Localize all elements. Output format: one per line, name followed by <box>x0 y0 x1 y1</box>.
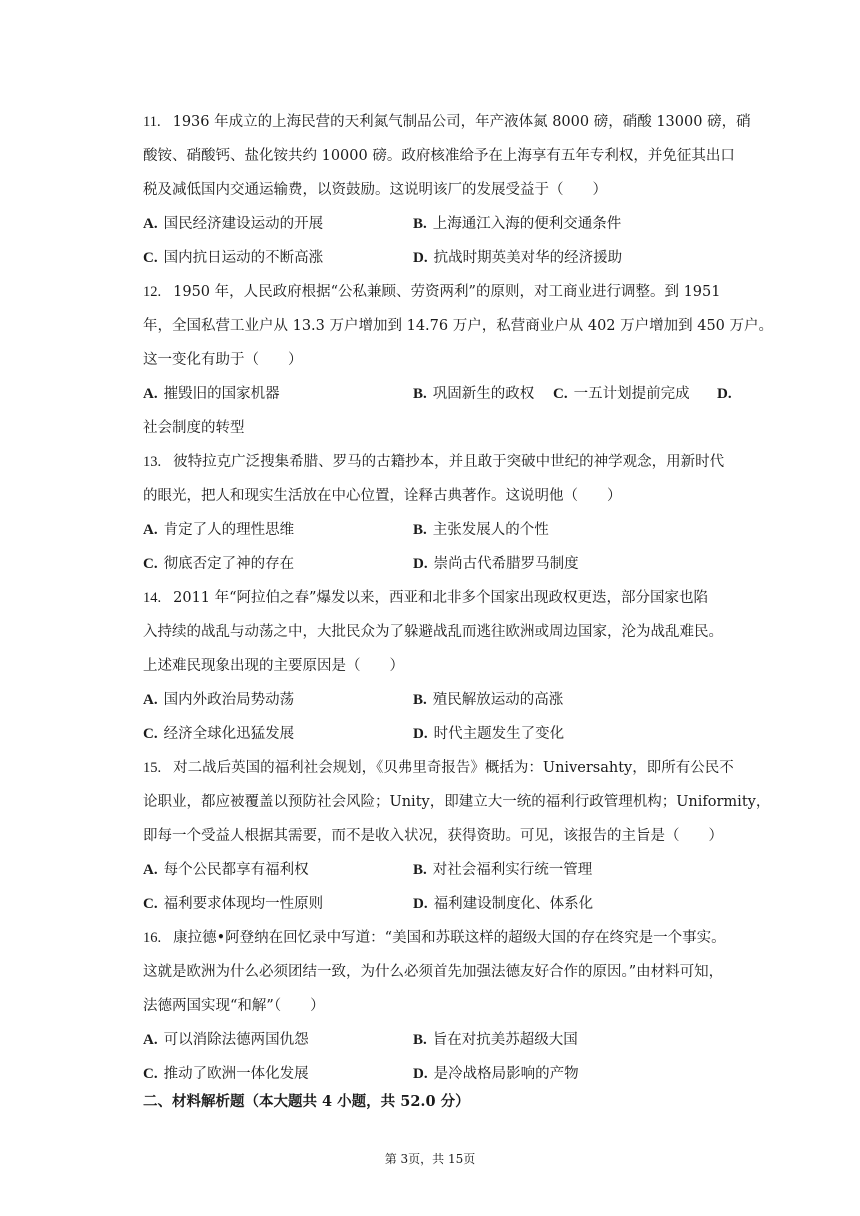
text-span: 对社会福利实行统一管理 <box>432 862 593 878</box>
text-span: 经济全球化迅猛发展 <box>163 726 295 742</box>
text-span: 摧毁旧的国家机器 <box>163 386 280 402</box>
q11-option-d <box>413 248 622 268</box>
text-span: 14. <box>143 590 162 606</box>
text-span: B. <box>413 386 427 402</box>
q11-stem-line-2: 酸铵、硝酸钙、盐化铵共约 10000 磅。政府核准给予在上海享有五年专利权，并免征其出口 <box>143 148 735 164</box>
text-span: 福利要求体现均一性原则 <box>163 896 324 912</box>
q13-stem-line-2: 的眼光，把人和现实生活放在中心位置，诠释古典著作。这说明他（ ） <box>143 488 622 504</box>
q12-stem-line-3: 这一变化有助于（ ） <box>143 352 303 368</box>
text-span: B. <box>413 692 427 708</box>
text-span: 12. <box>143 284 162 300</box>
q16-option-a <box>143 1030 309 1050</box>
q16-option-b <box>413 1030 578 1050</box>
text-span: 每个公民都享有福利权 <box>163 862 309 878</box>
q13-option-b <box>413 520 549 540</box>
text-span: B. <box>413 1032 427 1048</box>
text-span: 国民经济建设运动的开展 <box>163 216 324 232</box>
text-span: 康拉德•阿登纳在回忆录中写道：“美国和苏联这样的超级大国的存在终究是一个事实。 <box>173 930 726 946</box>
text-span: D. <box>413 1066 428 1082</box>
q16-option-d <box>413 1064 579 1084</box>
text-span: A. <box>143 522 158 538</box>
text-span: 国内外政治局势动荡 <box>163 692 295 708</box>
text-span: C. <box>143 250 158 266</box>
text-span: D. <box>717 386 732 402</box>
q14-option-d <box>413 724 564 744</box>
text-span: 1936 年成立的上海民营的天利氮气制品公司，年产液体氮 8000 磅，硝酸 13000 磅，硝 <box>172 114 751 130</box>
text-span: D. <box>413 556 428 572</box>
q14-option-a <box>143 690 294 710</box>
q13-option-d <box>413 554 579 574</box>
q12-stem-line-2: 年，全国私营工业户从 13.3 万户增加到 14.76 万户，私营商业户从 402 万户增加到 450 万户。 <box>143 318 774 334</box>
text-span: 是冷战格局影响的产物 <box>433 1066 579 1082</box>
q13-stem-line-1 <box>143 452 783 472</box>
q15-stem-line-1 <box>143 758 783 778</box>
text-span: 抗战时期英美对华的经济援助 <box>433 250 623 266</box>
text-span: A. <box>143 386 158 402</box>
q16-option-c <box>143 1064 309 1084</box>
text-span: 15. <box>143 760 162 776</box>
text-span: 彼特拉克广泛搜集希腊、罗马的古籍抄本，并且敢于突破中世纪的神学观念，用新时代 <box>173 454 725 470</box>
text-span: D. <box>413 726 428 742</box>
q14-stem-line-2: 入持续的战乱与动荡之中，大批民众为了躲避战乱而逃往欧洲或周边国家，沦为战乱难民。 <box>143 624 723 640</box>
text-span: 肯定了人的理性思维 <box>163 522 295 538</box>
q12-stem-line-1 <box>143 282 783 302</box>
text-span: 1950 年，人民政府根据“公私兼顾、劳资两利”的原则，对工商业进行调整。到 1951 <box>173 284 721 300</box>
text-span: 一五计划提前完成 <box>573 386 690 402</box>
q12-option-a <box>143 384 280 404</box>
q11-stem-line-3: 税及减低国内交通运输费，以资鼓励。这说明该厂的发展受益于（ ） <box>143 182 607 198</box>
text-span: 巩固新生的政权 <box>432 386 535 402</box>
q15-option-d <box>413 894 593 914</box>
text-span: A. <box>143 692 158 708</box>
q16-stem-line-3: 法德两国实现“和解”（ ） <box>143 998 325 1014</box>
text-span: 对二战后英国的福利社会规划，《贝弗里奇报告》概括为：Universahty，即所有公民不 <box>173 760 734 776</box>
q11-option-c <box>143 248 323 268</box>
text-span: C. <box>143 726 158 742</box>
q11-option-b <box>413 214 621 234</box>
text-span: A. <box>143 1032 158 1048</box>
q16-stem-line-1 <box>143 928 783 948</box>
text-span: 殖民解放运动的高涨 <box>432 692 564 708</box>
text-span: 上海通江入海的便利交通条件 <box>432 216 622 232</box>
page-footer: 第 3页，共 15页 <box>384 1152 476 1166</box>
section-heading: 二、材料解析题（本大题共 4 小题，共 52.0 分） <box>143 1093 470 1110</box>
q15-option-c <box>143 894 323 914</box>
text-span: D. <box>413 896 428 912</box>
q12-option-d-text: 社会制度的转型 <box>143 420 245 436</box>
text-span: C. <box>553 386 568 402</box>
text-span: 崇尚古代希腊罗马制度 <box>433 556 579 572</box>
q14-option-c <box>143 724 294 744</box>
q15-stem-line-2: 论职业，都应被覆盖以预防社会风险；Unity，即建立大一统的福利行政管理机构；Uniformity， <box>143 794 771 810</box>
text-span: 主张发展人的个性 <box>432 522 549 538</box>
q14-stem-line-1 <box>143 588 783 608</box>
text-span: B. <box>413 522 427 538</box>
text-span: C. <box>143 1066 158 1082</box>
text-span: A. <box>143 216 158 232</box>
text-span: 彻底否定了神的存在 <box>163 556 295 572</box>
q12-option-d-letter <box>717 384 738 404</box>
q16-stem-line-2: 这就是欧洲为什么必须团结一致，为什么必须首先加强法德友好合作的原因。”由材料可知， <box>143 964 724 980</box>
q13-option-a <box>143 520 294 540</box>
text-span: 时代主题发生了变化 <box>433 726 565 742</box>
text-span: B. <box>413 216 427 232</box>
q15-option-b <box>413 860 592 880</box>
q12-option-b <box>413 384 534 404</box>
text-span: A. <box>143 862 158 878</box>
text-span: D. <box>413 250 428 266</box>
text-span: 可以消除法德两国仇怨 <box>163 1032 309 1048</box>
text-span: 福利建设制度化、体系化 <box>433 896 594 912</box>
text-span: 国内抗日运动的不断高涨 <box>163 250 324 266</box>
q12-option-c <box>553 384 690 404</box>
text-span: 11. <box>143 114 161 130</box>
q14-stem-line-3: 上述难民现象出现的主要原因是（ ） <box>143 658 404 674</box>
q15-option-a <box>143 860 309 880</box>
text-span: 13. <box>143 454 162 470</box>
text-span: 16. <box>143 930 162 946</box>
q14-option-b <box>413 690 563 710</box>
q11-option-a <box>143 214 323 234</box>
q13-option-c <box>143 554 294 574</box>
text-span: C. <box>143 896 158 912</box>
text-span: C. <box>143 556 158 572</box>
text-span: B. <box>413 862 427 878</box>
q15-stem-line-3: 即每一个受益人根据其需要，而不是收入状况，获得资助。可见，该报告的主旨是（ ） <box>143 828 723 844</box>
text-span: 2011 年“阿拉伯之春”爆发以来，西亚和北非多个国家出现政权更迭，部分国家也陷 <box>173 590 708 606</box>
text-span: 旨在对抗美苏超级大国 <box>432 1032 578 1048</box>
text-span: 推动了欧洲一体化发展 <box>163 1066 309 1082</box>
q11-stem-line-1 <box>143 112 783 132</box>
